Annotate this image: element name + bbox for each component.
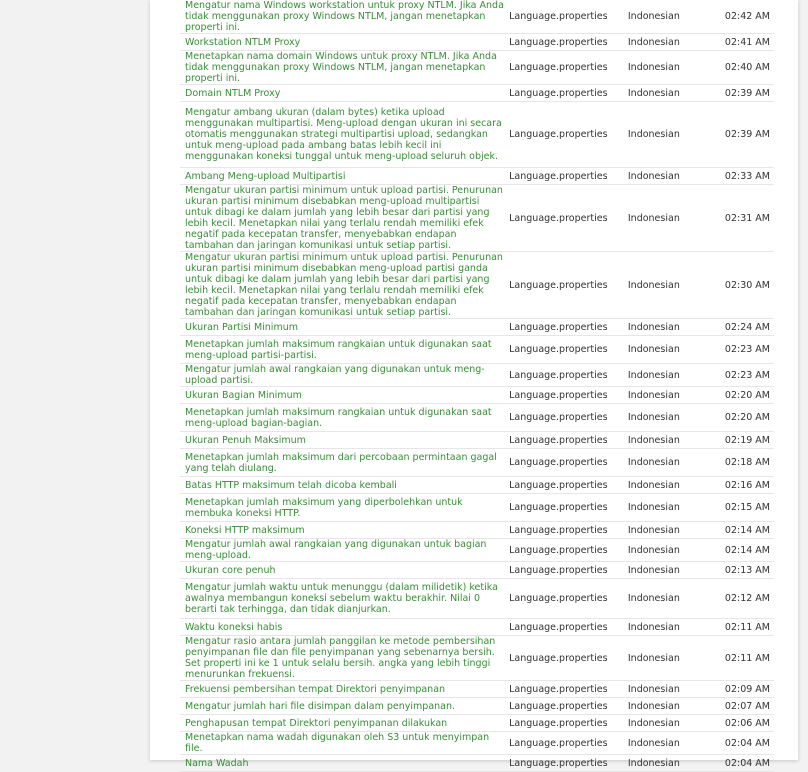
table-row — [180, 477, 774, 494]
file-name: Language.properties — [507, 539, 626, 562]
file-name: Language.properties — [507, 404, 626, 432]
table-row — [180, 185, 774, 252]
file-name: Language.properties — [507, 34, 626, 51]
translation-text-link[interactable]: Ukuran Penuh Maksimum — [180, 432, 507, 449]
table-row — [180, 364, 774, 387]
language-name: Indonesian — [626, 477, 719, 494]
timestamp: 02:04 AM — [719, 732, 774, 755]
file-name: Language.properties — [507, 168, 626, 185]
language-name: Indonesian — [626, 449, 719, 477]
timestamp: 02:11 AM — [719, 619, 774, 636]
timestamp: 02:16 AM — [719, 477, 774, 494]
translation-text-link[interactable]: Menetapkan jumlah maksimum dari percobaan permintaan gagal yang telah diulang. — [180, 449, 507, 477]
translation-text-link[interactable]: Menetapkan jumlah maksimum rangkaian untuk digunakan saat meng-upload partisi-partisi. — [180, 336, 507, 364]
table-row — [180, 85, 774, 102]
language-name: Indonesian — [626, 387, 719, 404]
translation-text-link[interactable]: Ukuran Bagian Minimum — [180, 387, 507, 404]
timestamp: 02:31 AM — [719, 185, 774, 252]
file-name: Language.properties — [507, 185, 626, 252]
translation-text-link[interactable]: Mengatur ukuran partisi minimum untuk upload partisi. Penurunan ukuran partisi minimum disebabkan meng-upload partisi ganda untuk dibagi ke dalam jumlah yang lebih besar dari partisi yang lebih kecil. Menetapkan nilai yang terlalu rendah memiliki efek negatif pada kecepatan transfer, menyebabkan endapan tambahan dan jaringan komunikasi untuk setiap partisi. — [180, 252, 507, 319]
file-name: Language.properties — [507, 449, 626, 477]
timestamp: 02:04 AM — [719, 755, 774, 772]
table-row — [180, 387, 774, 404]
timestamp: 02:11 AM — [719, 636, 774, 681]
translation-text-link[interactable]: Mengatur jumlah awal rangkaian yang digunakan untuk bagian meng-upload. — [180, 539, 507, 562]
table-row — [180, 102, 774, 168]
table-row — [180, 0, 774, 34]
file-name: Language.properties — [507, 562, 626, 579]
timestamp: 02:18 AM — [719, 449, 774, 477]
translation-text-link[interactable]: Menetapkan nama domain Windows untuk proxy NTLM. Jika Anda tidak menggunakan proxy Windows NTLM, jangan menetapkan properti ini. — [180, 51, 507, 85]
translation-text-link[interactable]: Koneksi HTTP maksimum — [180, 522, 507, 539]
table-row — [180, 404, 774, 432]
file-name: Language.properties — [507, 51, 626, 85]
translation-text-link[interactable]: Workstation NTLM Proxy — [180, 34, 507, 51]
translation-text-link[interactable]: Mengatur ambang ukuran (dalam bytes) ketika upload menggunakan multipartisi. Meng-upload dengan ukuran ini secara otomatis menggunakan strategi multipartisi upload, sedangkan untuk meng-upload pada ambang batas lebih kecil ini menggunakan koneksi tunggal untuk meng-upload seluruh objek. — [180, 102, 507, 168]
language-name: Indonesian — [626, 0, 719, 34]
language-name: Indonesian — [626, 732, 719, 755]
timestamp: 02:33 AM — [719, 168, 774, 185]
language-name: Indonesian — [626, 619, 719, 636]
timestamp: 02:24 AM — [719, 319, 774, 336]
translation-text-link[interactable]: Mengatur nama Windows workstation untuk proxy NTLM. Jika Anda tidak menggunakan proxy Windows NTLM, jangan menetapkan properti ini. — [180, 0, 507, 34]
translation-text-link[interactable]: Mengatur jumlah waktu untuk menunggu (dalam milidetik) ketika awalnya membangun koneksi sebelum waktu berakhir. Nilai 0 berarti tak terhingga, dan tidak dianjurkan. — [180, 579, 507, 619]
translation-text-link[interactable]: Mengatur jumlah hari file disimpan dalam penyimpanan. — [180, 698, 507, 715]
language-name: Indonesian — [626, 51, 719, 85]
translation-text-link[interactable]: Penghapusan tempat Direktori penyimpanan dilakukan — [180, 715, 507, 732]
table-row — [180, 51, 774, 85]
translation-table — [180, 0, 774, 772]
timestamp: 02:23 AM — [719, 336, 774, 364]
timestamp: 02:39 AM — [719, 85, 774, 102]
file-name: Language.properties — [507, 681, 626, 698]
file-name: Language.properties — [507, 336, 626, 364]
language-name: Indonesian — [626, 185, 719, 252]
translation-text-link[interactable]: Nama Wadah — [180, 755, 507, 772]
translation-text-link[interactable]: Domain NTLM Proxy — [180, 85, 507, 102]
timestamp: 02:41 AM — [719, 34, 774, 51]
table-row — [180, 715, 774, 732]
language-name: Indonesian — [626, 319, 719, 336]
translation-text-link[interactable]: Menetapkan nama wadah digunakan oleh S3 untuk menyimpan file. — [180, 732, 507, 755]
language-name: Indonesian — [626, 34, 719, 51]
language-name: Indonesian — [626, 579, 719, 619]
timestamp: 02:13 AM — [719, 562, 774, 579]
timestamp: 02:14 AM — [719, 539, 774, 562]
translation-text-link[interactable]: Mengatur jumlah awal rangkaian yang digunakan untuk meng-upload partisi. — [180, 364, 507, 387]
table-row — [180, 732, 774, 755]
translation-activity-panel — [150, 0, 798, 769]
file-name: Language.properties — [507, 698, 626, 715]
table-row — [180, 34, 774, 51]
translation-text-link[interactable]: Ukuran core penuh — [180, 562, 507, 579]
file-name: Language.properties — [507, 522, 626, 539]
table-row — [180, 168, 774, 185]
file-name: Language.properties — [507, 85, 626, 102]
table-row — [180, 579, 774, 619]
translation-text-link[interactable]: Mengatur rasio antara jumlah panggilan ke metode pembersihan penyimpanan file dan file penyimpanan yang sebenarnya bersih. Set properti ini ke 1 untuk selalu bersih. angka yang lebih tinggi menurunkan frekuensi. — [180, 636, 507, 681]
table-row — [180, 449, 774, 477]
language-name: Indonesian — [626, 698, 719, 715]
language-name: Indonesian — [626, 494, 719, 522]
translation-text-link[interactable]: Ambang Meng-upload Multipartisi — [180, 168, 507, 185]
file-name: Language.properties — [507, 755, 626, 772]
timestamp: 02:15 AM — [719, 494, 774, 522]
file-name: Language.properties — [507, 387, 626, 404]
translation-table-body — [180, 0, 774, 772]
language-name: Indonesian — [626, 85, 719, 102]
timestamp: 02:07 AM — [719, 698, 774, 715]
translation-text-link[interactable]: Menetapkan jumlah maksimum yang diperbolehkan untuk membuka koneksi HTTP. — [180, 494, 507, 522]
table-row — [180, 252, 774, 319]
file-name: Language.properties — [507, 0, 626, 34]
table-row — [180, 336, 774, 364]
timestamp: 02:14 AM — [719, 522, 774, 539]
timestamp: 02:42 AM — [719, 0, 774, 34]
timestamp: 02:12 AM — [719, 579, 774, 619]
table-row — [180, 494, 774, 522]
file-name: Language.properties — [507, 102, 626, 168]
translation-text-link[interactable]: Batas HTTP maksimum telah dicoba kembali — [180, 477, 507, 494]
language-name: Indonesian — [626, 522, 719, 539]
file-name: Language.properties — [507, 432, 626, 449]
file-name: Language.properties — [507, 252, 626, 319]
table-row — [180, 432, 774, 449]
file-name: Language.properties — [507, 477, 626, 494]
timestamp: 02:19 AM — [719, 432, 774, 449]
language-name: Indonesian — [626, 102, 719, 168]
language-name: Indonesian — [626, 336, 719, 364]
file-name: Language.properties — [507, 715, 626, 732]
language-name: Indonesian — [626, 715, 719, 732]
file-name: Language.properties — [507, 494, 626, 522]
language-name: Indonesian — [626, 404, 719, 432]
table-row — [180, 636, 774, 681]
language-name: Indonesian — [626, 432, 719, 449]
file-name: Language.properties — [507, 319, 626, 336]
translation-text-link[interactable]: Menetapkan jumlah maksimum rangkaian untuk digunakan saat meng-upload bagian-bagian. — [180, 404, 507, 432]
language-name: Indonesian — [626, 252, 719, 319]
translation-text-link[interactable]: Frekuensi pembersihan tempat Direktori penyimpanan — [180, 681, 507, 698]
table-row — [180, 698, 774, 715]
language-name: Indonesian — [626, 168, 719, 185]
language-name: Indonesian — [626, 755, 719, 772]
table-row — [180, 319, 774, 336]
file-name: Language.properties — [507, 579, 626, 619]
language-name: Indonesian — [626, 636, 719, 681]
table-row — [180, 522, 774, 539]
timestamp: 02:39 AM — [719, 102, 774, 168]
timestamp: 02:09 AM — [719, 681, 774, 698]
file-name: Language.properties — [507, 732, 626, 755]
file-name: Language.properties — [507, 636, 626, 681]
language-name: Indonesian — [626, 539, 719, 562]
translation-text-link[interactable]: Mengatur ukuran partisi minimum untuk upload partisi. Penurunan ukuran partisi minimum disebabkan meng-upload multipartisi untuk dibagi ke dalam jumlah yang lebih besar dari partisi yang lebih kecil. Menetapkan nilai yang terlalu rendah memiliki efek negatif pada kecepatan transfer, menyebabkan endapan tambahan dan jaringan komunikasi untuk setiap partisi. — [180, 185, 507, 252]
language-name: Indonesian — [626, 364, 719, 387]
file-name: Language.properties — [507, 364, 626, 387]
language-name: Indonesian — [626, 562, 719, 579]
table-row — [180, 619, 774, 636]
timestamp: 02:06 AM — [719, 715, 774, 732]
file-name: Language.properties — [507, 619, 626, 636]
translation-text-link[interactable]: Ukuran Partisi Minimum — [180, 319, 507, 336]
timestamp: 02:40 AM — [719, 51, 774, 85]
timestamp: 02:20 AM — [719, 404, 774, 432]
language-name: Indonesian — [626, 681, 719, 698]
translation-text-link[interactable]: Waktu koneksi habis — [180, 619, 507, 636]
table-row — [180, 539, 774, 562]
timestamp: 02:23 AM — [719, 364, 774, 387]
timestamp: 02:20 AM — [719, 387, 774, 404]
table-row — [180, 681, 774, 698]
table-row — [180, 562, 774, 579]
timestamp: 02:30 AM — [719, 252, 774, 319]
